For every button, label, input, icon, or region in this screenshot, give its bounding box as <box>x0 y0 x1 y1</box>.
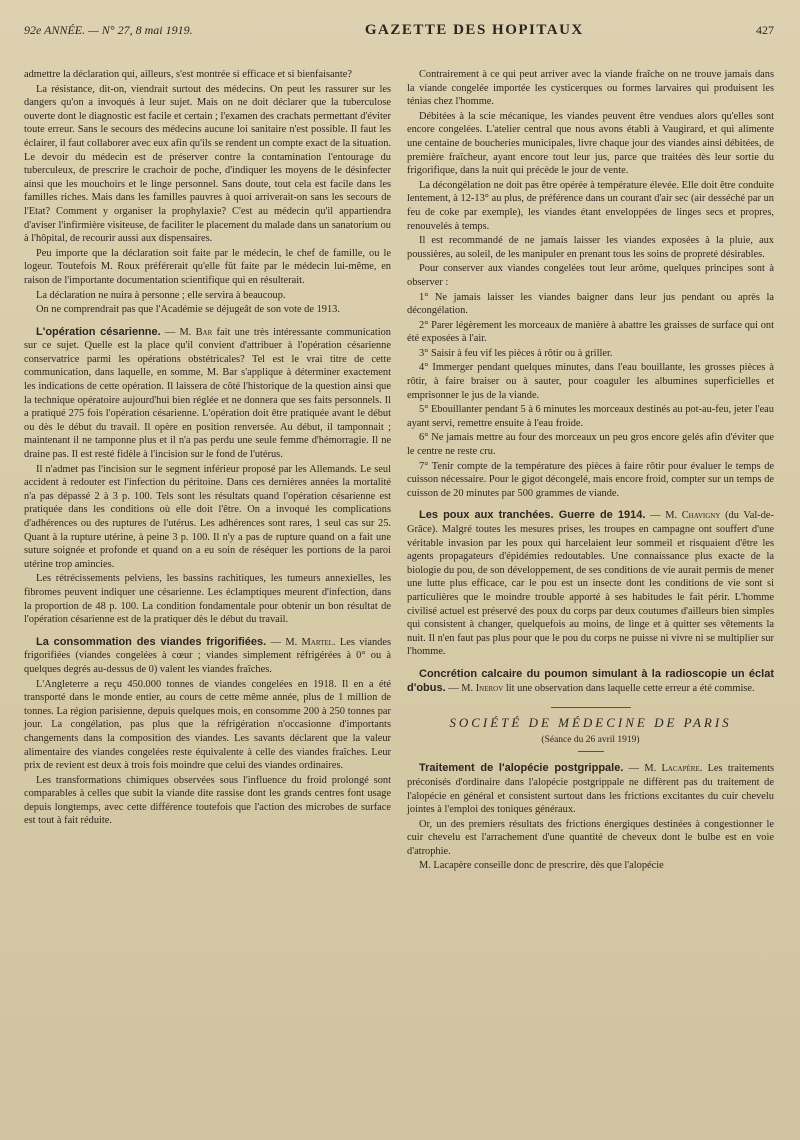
journal-title: GAZETTE DES HOPITAUX <box>364 22 584 38</box>
section-viandes: La consommation des viandes frigorifiées. — M. Martel. Les viandes frigorifiées (viandes congelées à cœur ; viandes simplement réfrigérées à 0° ou à quelques degrés au-dessus de 0) valent les viandes fraîches. <box>24 635 391 675</box>
paragraph: La résistance, dit-on, viendrait surtout des médecins. On peut les rassurer sur les dangers qu'on a invoqués à leur sujet. Mais on ne doit déclarer que la tuberculose ouverte dont le diagnostic est facile et certain ; l'examen des crachats permettant d'éviter toute erreur. Sans le secours des médecins aucune loi sanitaire n'est possible. Il faut les éclairer, il faut collaborer avec eux afin qu'ils se rendent un compte exact de la situation. Le devoir du médecin est de préserver contre la contamination l'entourage du tuberculeux, de prescrire le crachoir de poche, d'indiquer les moyens de le désinfecter ainsi que les mouchoirs et le linge personnel. Sans doute, tout cela est facile dans les familles riches. Mais dans les familles pauvres à quoi arriverait-on sans les secours de l'Etat? Comment y organiser la prophylaxie? C'est au médecin qu'il appartiendra d'aviser l'infirmière visiteuse, de faciliter le placement du malade dans un sanatorium ou à l'hôpital, de recourir aussi aux dispensaires. <box>24 83 392 245</box>
paragraph: Peu importe que la déclaration soit faite par le médecin, le chef de famille, ou le logeur. Toutefois M. Roux préférerait qu'elle fût faite par le médecin lui-même, en raison de l'importante documentation scientifique qui en résulterait. <box>24 247 391 286</box>
session-date: (Séance du 26 avril 1919) <box>541 734 640 745</box>
section-author: M. Martel. <box>285 636 336 648</box>
section-author: M. Inerov <box>461 682 504 694</box>
paragraph: La déclaration ne nuira à personne ; elle servira à beaucoup. <box>36 289 286 301</box>
list-item: 4° Immerger pendant quelques minutes, dans l'eau bouillante, les grosses pièces à rôtir, à faire braiser ou à sauter, pour coaguler les albumines superficielles et emprisonner le jus de la viande. <box>407 362 774 401</box>
paragraph: Contrairement à ce qui peut arriver avec la viande fraîche on ne trouve jamais dans la viande congelée importée les cysticerques ou formes larvaires qui produisent les ténias chez l'homme. <box>407 69 774 108</box>
paragraph: Il est recommandé de ne jamais laisser les viandes exposées à la pluie, aux poussières, au soleil, de les manipuler en prenant tous les soins de propreté désirables. <box>407 235 774 260</box>
section-text: fait une très intéressante communication sur ce sujet. Quelle est la place qu'il convient d'attribuer à l'opération césarienne conservatrice parmi les opérations obstétricales? Tel est le vrai titre de cette communication, dans laquelle, en somme, M. Bar s'applique à déterminer exactement les indications de cette opération. Il laissera de côté l'historique de la question ainsi que la technique opératoire aujourd'hui bien réglée et ne donnera que ses faits personnels. Il a pratiqué 275 fois l'opération césarienne. L'opération doit être pratiquée avant le début ou dès le début du travail. Il opère en position renversée. Au début, il tamponnait ; maintenant il ne tamponne plus et il n'a pas perdu une seule femme d'hémorragie. Il ne draine pas. Il est resté fidèle à l'incision sur le fond de l'utérus. <box>24 326 391 461</box>
divider <box>551 707 631 708</box>
paragraph: La décongélation ne doit pas être opérée à température élevée. Elle doit être conduite lentement, à 12-13° au plus, de préférence dans un courant d'air sec (air desséché par un feu de coke par exemple), les viandes étant enveloppées de linges secs et propres, renouvelés à temps. <box>407 179 774 232</box>
list-item: 1° Ne jamais laisser les viandes baigner dans leur jus pendant ou après la décongélation. <box>407 291 774 317</box>
section-title: L'opération césarienne. <box>36 325 161 338</box>
paragraph: Débitées à la scie mécanique, les viandes peuvent être vendues alors qu'elles sont encore congelées. L'atelier central que nous avons établi à Vaugirard, et qui alimente une centaine de boucheries municipales, livre chaque jour des viandes ainsi débitées, de première fraîcheur, ayant encore tout leur jus, parce que traitées dès leur sortie du frigorifique, dans la nuit qui précède le jour de vente. <box>407 110 774 177</box>
right-column <box>407 68 774 874</box>
list-item: 7° Tenir compte de la température des pièces à faire rôtir pour évaluer le temps de cuisson nécessaire. Pour le gigot décongelé, mais encore froid, compter sur un temps de cuisson de 20 minutes par 500 grammes de viande. <box>407 460 774 499</box>
issue-info: 92e ANNÉE. — N° 27, 8 mai 1919. <box>24 23 193 37</box>
divider <box>578 751 604 752</box>
section-title: La consommation des viandes frigorifiées. <box>36 635 267 648</box>
section-text: Les viandes frigorifiées (viandes congelées à cœur ; viandes simplement réfrigérées à 0° ou à quelques degrés au-dessus de 0) valent les viandes fraîches. <box>24 636 391 675</box>
page-number: 427 <box>756 23 774 37</box>
section-title: Les poux aux tranchées. Guerre de 1914. <box>419 509 646 522</box>
section-author: M. Lacapère. <box>644 763 703 775</box>
list-item: 3° Saisir à feu vif les pièces à rôtir ou à griller. <box>419 347 613 359</box>
list-item: 2° Parer légèrement les morceaux de manière à abattre les graisses de surface qui ont été exposées à l'air. <box>407 319 774 345</box>
left-column <box>24 68 391 874</box>
paragraph: Il n'admet pas l'incision sur le segment inférieur proposé par les Allemands. Le seul accident à redouter est l'infection du péritoine. Dans ces dernières années la mortalité n'a pas dépassé 2 à 3 p. 100. Tels sont les résultats quand l'opération césarienne est pratiquée dans les conditions où elle doit l'être. On a invoqué les complications d'adhérences ou des ruptures de l'utérus. Les adhérences sont rares, 1 seul cas sur 25. Quant à la rupture utérine, à peine 3 p. 100. Il n'y a pas de rupture quand on a fait une suture soignée et profonde et quand on a eu soin de réséquer les portions de la paroi utérine trop amincies. <box>24 463 391 570</box>
section-author: M. Chavigny <box>665 510 721 522</box>
paragraph: admettre la déclaration qui, ailleurs, s'est montrée si efficace et si bienfaisante? <box>24 69 352 80</box>
paragraph: Les rétrécissements pelviens, les bassins rachitiques, les tumeurs annexielles, les fibromes peuvent indiquer une césarienne. Les éclamptiques meurent d'infection, dans la proportion de 48 p. 100. La condition fondamentale pour obtenir un bon résultat de l'opération césarienne est de la pratiquer dès le début du travail. <box>24 573 391 626</box>
paragraph: Les transformations chimiques observées sous l'influence du froid prolongé sont comparables à celles que subit la viande dite rassise dont les grands centres font usage depuis longtemps, avec cette différence toutefois que l'action des microbes de surface est tout à fait réduite. <box>24 774 391 827</box>
section-author: M. Bar <box>179 326 213 338</box>
list-item: 6° Ne jamais mettre au four des morceaux un peu gros encore gelés afin d'éviter que le centre ne reste cru. <box>407 432 774 458</box>
section-cesarienne: L'opération césarienne. — M. Bar fait une très intéressante communication sur ce sujet. Quelle est la place qu'il convient d'attribuer à l'opération césarienne conservatrice parmi les opérations obstétricales? Tel est le vrai titre de cette communication, dans laquelle, en somme, M. Bar s'applique à déterminer exactement les indications de cette opération. Il laissera de côté l'historique de la question ainsi que la technique opératoire aujourd'hui bien réglée et ne donnera que ses faits personnels. Il a pratiqué 275 fois l'opération césarienne. L'opération doit être pratiquée avant le début ou dès le début du travail. Il opère en position renversée. Au début, il tamponnait ; maintenant il ne tamponne plus et il n'a pas perdu une seule femme d'hémorragie. Il ne draine pas. Il est resté fidèle à l'incision sur le fond de l'utérus. <box>24 325 391 461</box>
section-concretion: Concrétion calcaire du poumon simulant à la radioscopie un éclat d'obus. — M. Inerov lit une observation dans laquelle cette erreur a été commise. <box>407 667 774 694</box>
paragraph: On ne comprendrait pas que l'Académie se déjugeât de son vote de 1913. <box>36 304 340 316</box>
section-alopecie: Traitement de l'alopécie postgrippale. — M. Lacapère. Les traitements préconisés d'ordinaire dans l'alopécie postgrippale ne diffèrent pas du traitement de l'alopécie en général et consistent surtout dans les frictions excitantes du cuir chevelu jointes à l'emploi des toniques généraux. <box>407 762 775 816</box>
section-text: (du Val-de-Grâce). Malgré toutes les mesures prises, les troupes en campagne ont souffert d'une véritable invasion par les poux qui harcelaient leur sommeil et risquaient d'être les agents propagateurs d'épidémies redoutables. Une connaissance plus exacte de la biologie du pou, de son développement, de ses conditions de vie aurait permis de mener une lutte plus efficace, car le pou est un insecte dont les conditions de vie sont si particulières que le moindre trouble apporté à ses habitudes le fait périr. L'homme civilisé actuel est préservé des poux du corps par deux coutumes d'ailleurs bien simples qui consistent à changer, quelquefois au moins, de linge et à quitter ses vêtements la nuit. Il n'en faut pas plus pour que le pou du corps ne puisse ni vivre ni se multiplier sur l'homme. <box>407 510 775 658</box>
paragraph: Pour conserver aux viandes congelées tout leur arôme, quelques principes sont à observer : <box>407 263 774 288</box>
list-item: 5° Ebouillanter pendant 5 à 6 minutes les morceaux destinés au pot-au-feu, jeter l'eau ayant servi, remettre ensuite à l'eau froide. <box>407 404 774 429</box>
section-text: lit une observation dans laquelle cette erreur a été commise. <box>505 682 755 694</box>
section-poux: Les poux aux tranchées. Guerre de 1914. — M. Chavigny (du Val-de-Grâce). Malgré toutes les mesures prises, les troupes en campagne ont souffert d'une véritable invasion par les poux qui harcelaient leur sommeil et risquaient d'être les agents propagateurs d'épidémies redoutables. Une connaissance plus exacte de la biologie du pou, de son développement, de ses conditions de vie aurait permis de mener une lutte plus efficace, car le pou est un insecte dont les conditions de vie sont si particulières que le moindre trouble apporté à ses habitudes le fait périr. L'homme civilisé actuel est préservé des poux du corps par deux coutumes d'ailleurs bien simples qui consistent à changer, quelquefois au moins, de linge et à quitter ses vêtements la nuit. Il n'en faut pas plus pour que le pou du corps ne puisse ni vivre ni se multiplier sur l'homme. <box>407 509 775 658</box>
section-title: Concrétion calcaire du poumon simulant à la radioscopie un éclat d'obus. <box>407 667 774 694</box>
section-title: Traitement de l'alopécie postgrippale. <box>419 762 624 775</box>
section-text: Les traitements préconisés d'ordinaire dans l'alopécie postgrippale ne diffèrent pas du traitement de l'alopécie en général et consistent surtout dans les frictions excitantes du cuir chevelu jointes à l'emploi des toniques généraux. <box>407 763 775 816</box>
text-columns <box>24 68 774 874</box>
paragraph: Or, un des premiers résultats des frictions énergiques destinées à congestionner le cuir chevelu est l'arrachement d'une quantité de cheveux dont le bulbe est en voie d'atrophie. <box>407 818 774 857</box>
page-header <box>24 22 774 50</box>
paragraph: L'Angleterre a reçu 450.000 tonnes de viandes congelées en 1918. Il en a été transporté dans le monde entier, au cours de cette même année, plus de 1 million de tonnes. La région parisienne, depuis quelques mois, en consomme 200 à 250 tonnes par jour. La congélation, pas plus que la réfrigération n'occasionne d'importants changements dans la composition des viandes. Les savants déclarent que la valeur alimentaire des viandes congelées reste équivalente à celle des viandes fraîches. Leur prix de revient est deux à trois fois moindre que celui des viandes ordinaires. <box>24 678 391 772</box>
society-heading: SOCIÉTÉ DE MÉDECINE DE PARIS <box>449 715 732 731</box>
paragraph: M. Lacapère conseille donc de prescrire, dès que l'alopécie <box>419 860 664 872</box>
